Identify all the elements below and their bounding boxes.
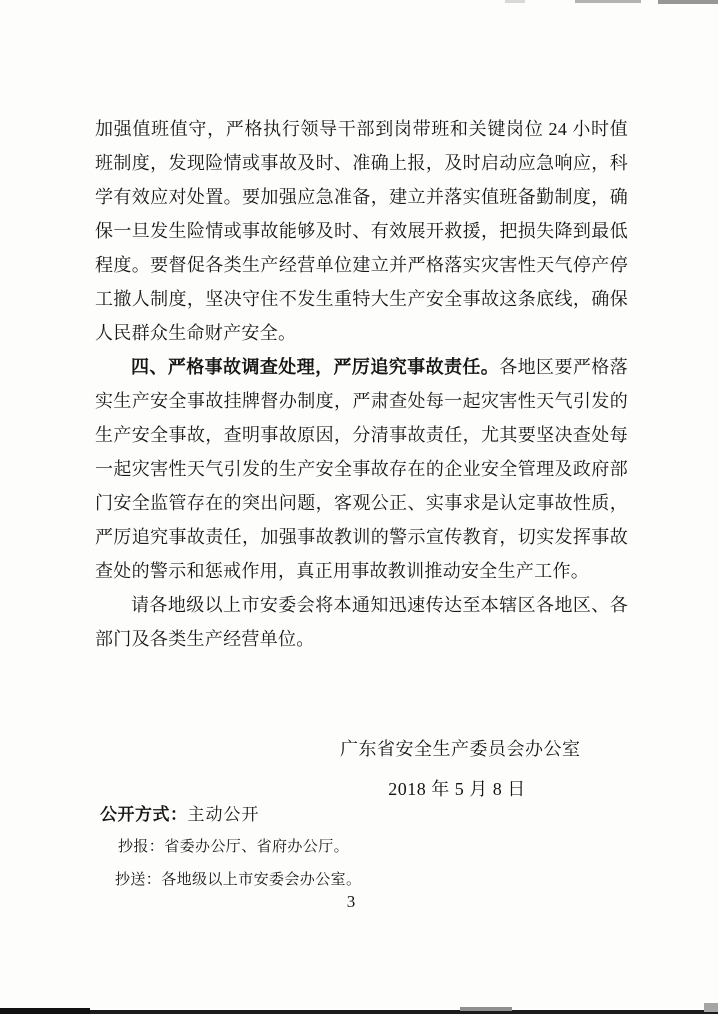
- scan-artifact-bottom: [704, 1003, 718, 1012]
- scan-artifact-bottom: [460, 1007, 512, 1011]
- signature-organization: 广东省安全生产委员会办公室: [340, 739, 581, 759]
- section-heading-inline: 四、严格事故调查处理，严厉追究事故责任。: [131, 357, 500, 377]
- signature-date: 2018 年 5 月 8 日: [388, 779, 526, 799]
- copy-report-line: 抄报：省委办公厅、省府办公厅。: [118, 839, 350, 855]
- document-body: [95, 112, 628, 656]
- section-body-text: 各地区要严格落实生产安全事故挂牌督办制度，严肃查处每一起灾害性天气引发的生产安全事故，查明事故原因，分清事故责任，尤其要坚决查处每一起灾害性天气引发的生产安全事故存在的企业安全管理及政府部门安全监管存在的突出问题，客观公正、实事求是认定事故性质，严厉追究事故责任，加强事故教训的警示宣传教育，切实发挥事故查处的警示和惩戒作用，真正用事故教训推动安全生产工作。: [95, 357, 629, 581]
- paragraph-continuation: 加强值班值守，严格执行领导干部到岗带班和关键岗位 24 小时值班制度，发现险情或事故及时、准确上报，及时启动应急响应，科学有效应对处置。要加强应急准备，建立并落实值班备勤制度，确保一旦发生险情或事故能够及时、有效展开救援，把损失降到最低程度。要督促各类生产经营单位建立并严格落实灾害性天气停产停工撤人制度，坚决守住不发生重特大生产安全事故这条底线，确保人民群众生命财产安全。: [95, 119, 628, 343]
- paragraph-closing: 请各地级以上市安委会将本通知迅速传达至本辖区各地区、各部门及各类生产经营单位。: [95, 595, 628, 649]
- paragraph-section-four: [95, 350, 628, 588]
- page-number: 3: [346, 892, 356, 911]
- publish-method-label: 公开方式：: [100, 805, 188, 824]
- scan-artifact-top: [505, 0, 525, 3]
- signature-block: [340, 729, 581, 809]
- scan-artifact-top: [658, 0, 718, 4]
- scan-artifact-bottom-bar: [0, 1008, 90, 1014]
- publish-method-value: 主动公开: [187, 805, 260, 824]
- publish-method-line: [100, 803, 260, 827]
- scan-artifact-top: [575, 0, 641, 3]
- scan-artifact-bottom-bar: [0, 1010, 718, 1014]
- copy-send-line: 抄送：各地级以上市安委会办公室。: [115, 872, 362, 888]
